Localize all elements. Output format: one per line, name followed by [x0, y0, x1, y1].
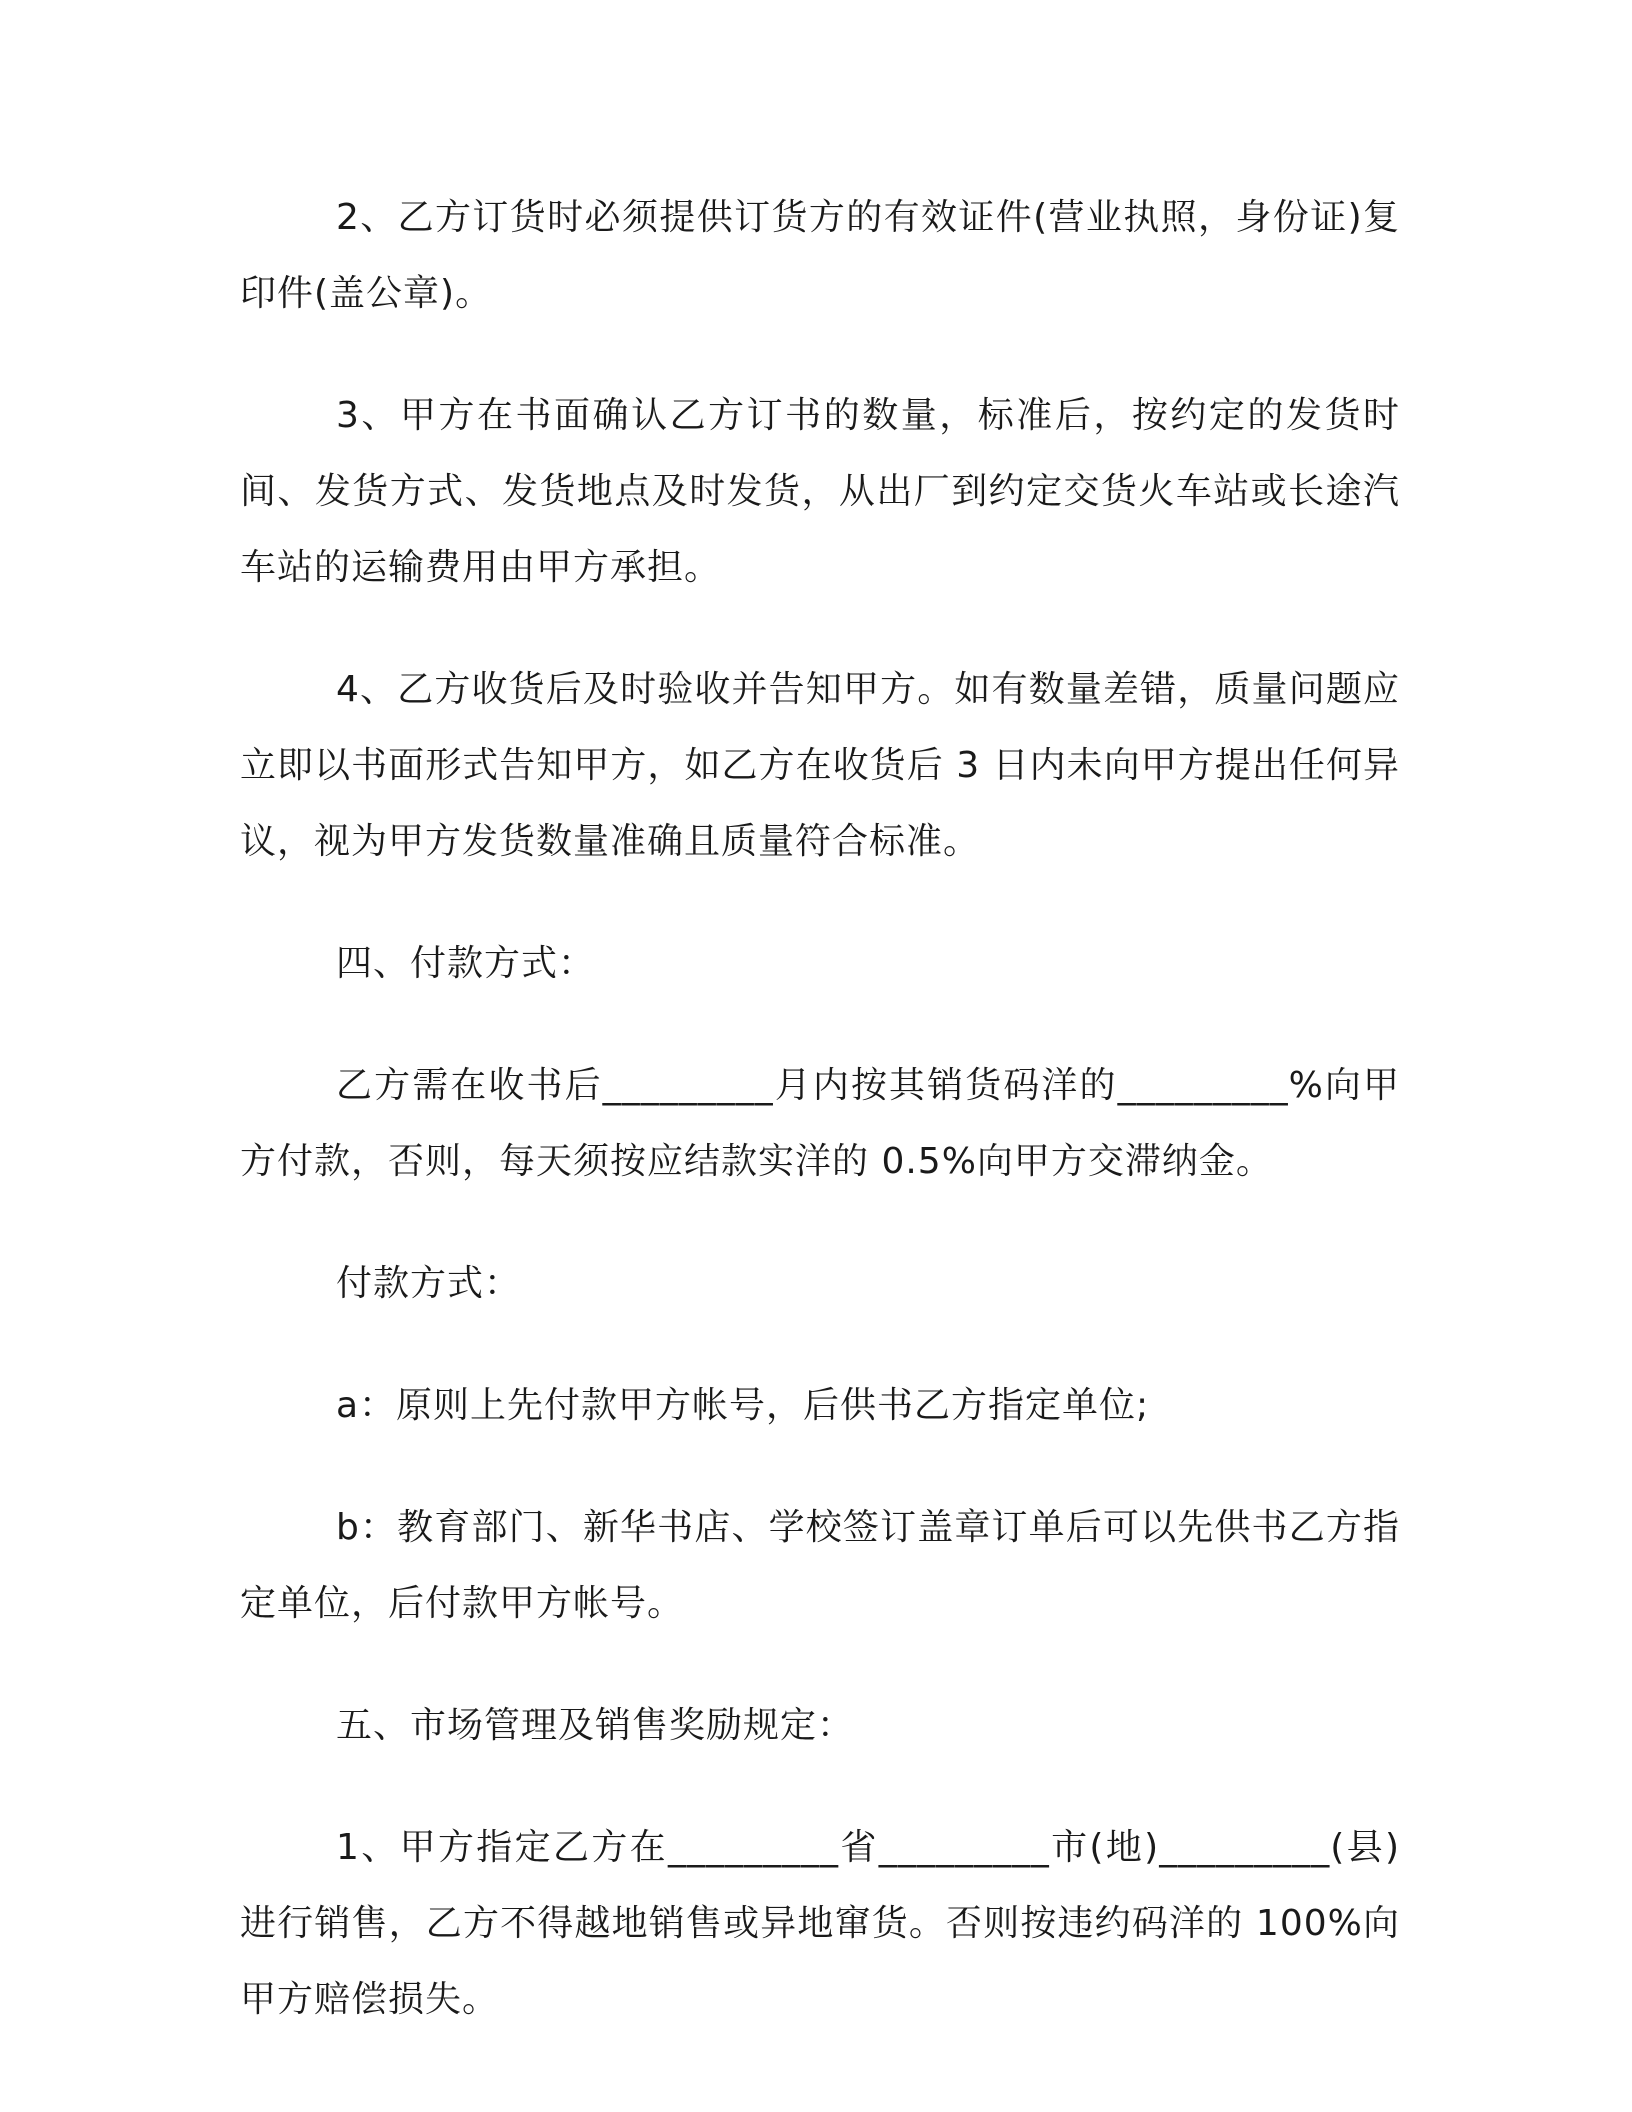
clause-3-4: 4、乙方收货后及时验收并告知甲方。如有数量差错，质量问题应立即以书面形式告知甲方，如乙方在收货后 3 日内未向甲方提出任何异议，视为甲方发货数量准确且质量符合标准。	[240, 669, 1400, 862]
clause-3-2: 2、乙方订货时必须提供订货方的有效证件(营业执照，身份证)复印件(盖公章)。	[240, 197, 1400, 314]
section-4-heading: 四、付款方式：	[336, 943, 596, 984]
document-page	[240, 180, 1400, 2038]
payment-terms: 乙方需在收书后_________月内按其销货码洋的_________%向甲方付款，否则，每天须按应结款实洋的 0.5%向甲方交滞纳金。	[240, 1065, 1400, 1182]
payment-option-a: a：原则上先付款甲方帐号，后供书乙方指定单位;	[336, 1385, 1150, 1426]
clause-5-1: 1、甲方指定乙方在_________省_________市(地)_________(县)进行销售，乙方不得越地销售或异地窜货。否则按违约码洋的 100%向甲方赔偿损失。	[240, 1827, 1400, 2020]
section-5-heading: 五、市场管理及销售奖励规定：	[336, 1705, 855, 1746]
payment-method-label: 付款方式：	[336, 1263, 522, 1304]
clause-3-3: 3、甲方在书面确认乙方订书的数量，标准后，按约定的发货时间、发货方式、发货地点及时发货，从出厂到约定交货火车站或长途汽车站的运输费用由甲方承担。	[240, 395, 1400, 588]
payment-option-b: b：教育部门、新华书店、学校签订盖章订单后可以先供书乙方指定单位，后付款甲方帐号。	[240, 1507, 1400, 1624]
